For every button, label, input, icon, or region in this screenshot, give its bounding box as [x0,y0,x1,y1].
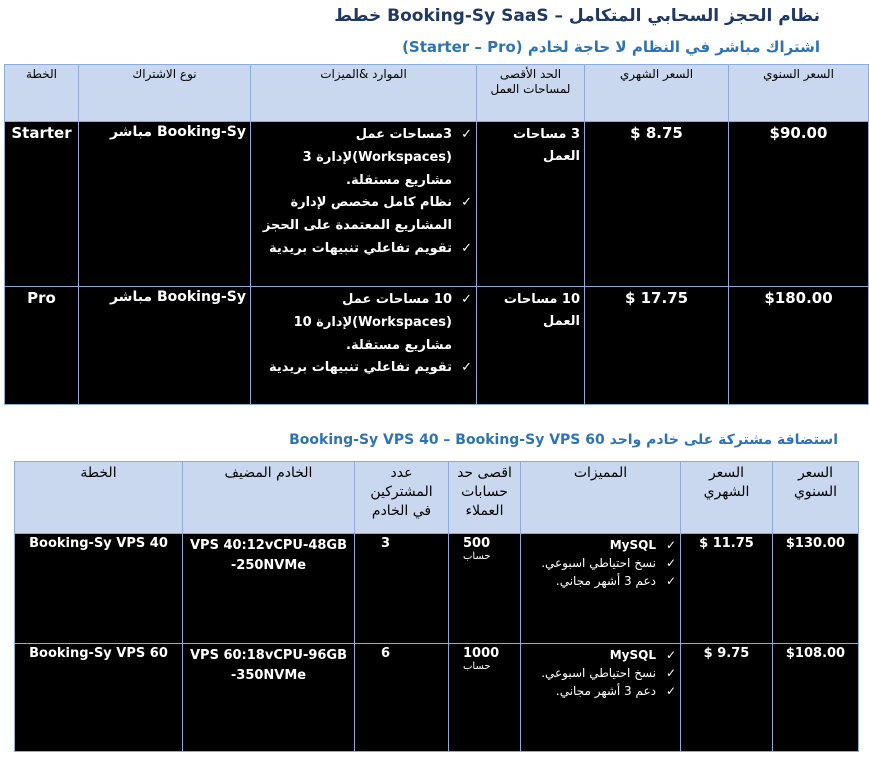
max-accounts [449,644,521,752]
feature-text: دعم 3 أشهر مجاني. [555,574,656,588]
max-workspaces: 3 مساحات العمل [477,122,585,287]
accounts-unit: حساب [463,551,491,562]
feature-text: نسخ احتياطي اسبوعي. [541,666,656,680]
check-icon: ✓ [665,556,676,570]
host-server: VPS 40:12vCPU-48GB -250NVMe [183,534,355,644]
accounts-unit: حساب [463,661,491,672]
plan-name: Pro [5,287,79,405]
check-icon: ✓ [665,684,676,698]
header-subscription-type: نوع الاشتراك [79,65,251,122]
table-row [5,122,869,287]
monthly-price: $ 17.75 [585,287,729,405]
header-subscribers: عدد المشتركين في الخادم [355,462,449,534]
table-row [5,287,869,405]
header-plan: الخطة [15,462,183,534]
check-icon: ✓ [461,195,472,211]
feature-text: 10 مساحات عمل (Workspaces)لإدارة 10 مشاريع مستقلة. [293,292,452,353]
yearly-price: $108.00 [773,644,859,752]
plan-name: Booking-Sy VPS 60 [15,644,183,752]
list-item [525,682,676,700]
feature-text: تقويم تفاعلي تنبيهات بريدية [269,360,452,376]
monthly-price: $ 8.75 [585,122,729,287]
max-accounts [449,534,521,644]
check-icon: ✓ [665,574,676,588]
feature-list [521,534,681,644]
list-item [255,289,472,357]
vps-section-title: استضافة مشتركة على خادم واحد Booking-Sy VPS 40 – Booking-Sy VPS 60 [289,432,838,448]
list-item [525,536,676,554]
document-title: نظام الحجز السحابي المتكامل – Booking-Sy SaaS خطط [334,6,820,26]
table-row [15,644,859,752]
list-item [255,357,472,380]
feature-text: نسخ احتياطي اسبوعي. [541,556,656,570]
header-monthly-price: السعر الشهري [585,65,729,122]
header-resources-features: الموارد &الميزات [251,65,477,122]
saas-plans-table [4,64,869,405]
list-item [525,646,676,664]
feature-list [251,287,477,405]
check-icon: ✓ [461,292,472,307]
feature-text: دعم 3 أشهر مجاني. [555,684,656,698]
feature-list [251,122,477,287]
header-plan: الخطة [5,65,79,122]
list-item [525,664,676,682]
list-item [525,554,676,572]
plan-name: Starter [5,122,79,287]
subscriber-count: 6 [355,644,449,752]
monthly-price: $ 11.75 [681,534,773,644]
yearly-price: $180.00 [729,287,869,405]
check-icon: ✓ [665,648,676,662]
header-monthly-price: السعر الشهري [681,462,773,534]
subscription-type: Booking-Sy مباشر [79,287,251,405]
list-item [525,572,676,590]
feature-text: MySQL [609,538,656,552]
list-item [255,192,472,238]
vps-plans-table [14,461,859,752]
header-max-workspaces: الحد الأقصى لمساحات العمل [477,65,585,122]
max-workspaces: 10 مساحات العمل [477,287,585,405]
subscriber-count: 3 [355,534,449,644]
table-row [15,534,859,644]
list-item [255,124,472,192]
feature-list [521,644,681,752]
saas-header-row [5,65,869,122]
header-yearly-price: السعر السنوي [773,462,859,534]
subscription-type: Booking-Sy مباشر [79,122,251,287]
monthly-price: $ 9.75 [681,644,773,752]
feature-text: 3مساحات عمل (Workspaces)لإدارة 3 مشاريع مستقلة. [302,127,452,188]
host-server: VPS 60:18vCPU-96GB -350NVMe [183,644,355,752]
document-subtitle: اشتراك مباشر في النظام لا حاجة لخادم (Starter – Pro) [402,38,820,56]
header-features: المميزات [521,462,681,534]
yearly-price: $90.00 [729,122,869,287]
check-icon: ✓ [461,240,472,256]
accounts-value: 500 [463,536,491,551]
list-item [255,238,472,261]
plan-name: Booking-Sy VPS 40 [15,534,183,644]
check-icon: ✓ [665,666,676,680]
check-icon: ✓ [461,360,472,376]
check-icon: ✓ [665,538,676,552]
feature-text: MySQL [609,648,656,662]
header-yearly-price: السعر السنوي [729,65,869,122]
feature-text: نظام كامل مخصص لإدارة المشاريع المعتمدة على الحجز [262,195,452,233]
check-icon: ✓ [461,127,472,142]
feature-text: تقويم تفاعلي تنبيهات بريدية [269,240,452,256]
vps-header-row [15,462,859,534]
header-max-accounts: اقصى حد حسابات العملاء [449,462,521,534]
header-host-server: الخادم المضيف [183,462,355,534]
yearly-price: $130.00 [773,534,859,644]
accounts-value: 1000 [463,646,500,661]
